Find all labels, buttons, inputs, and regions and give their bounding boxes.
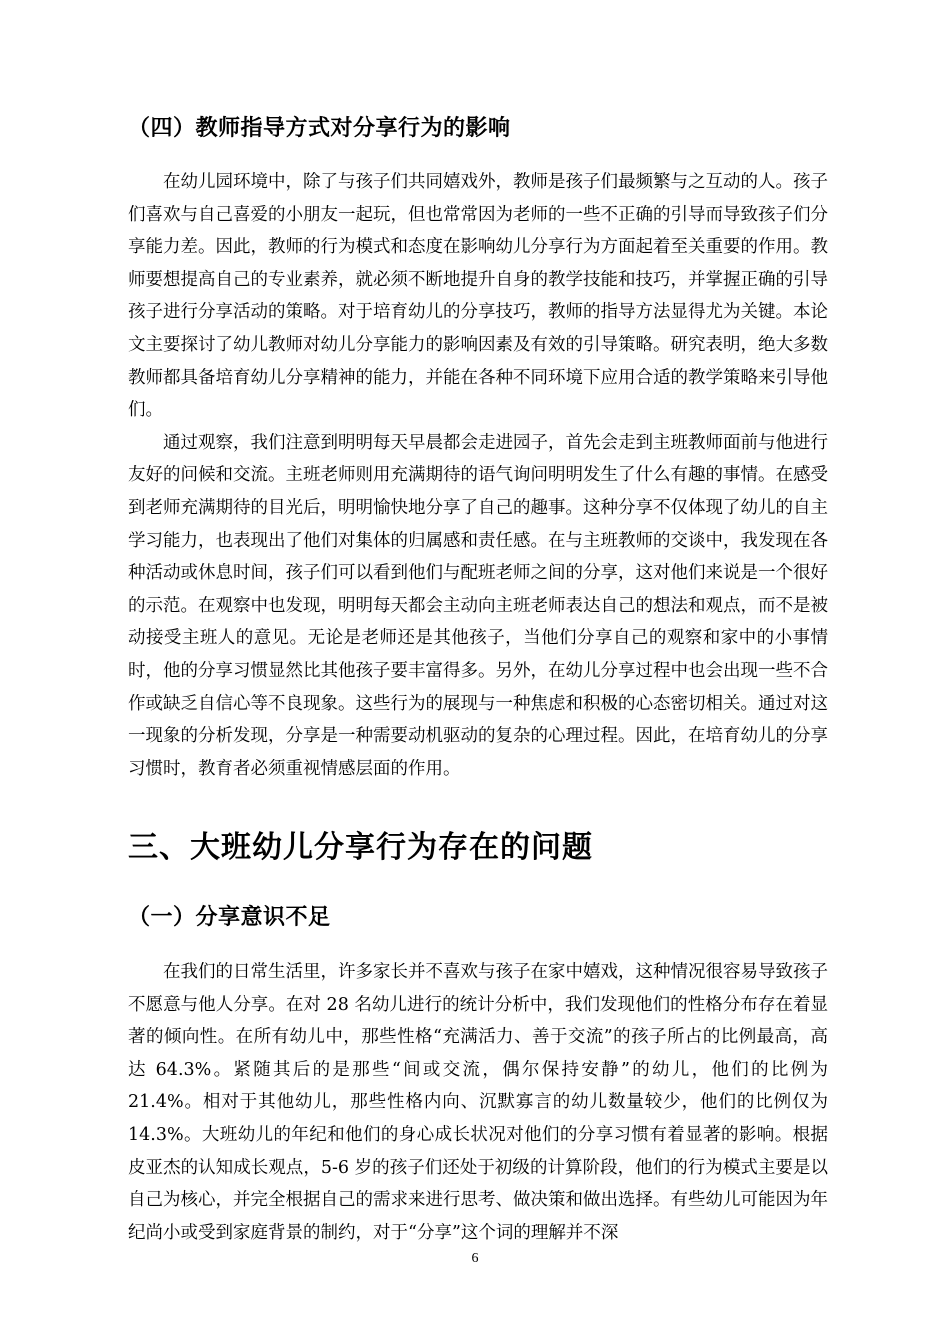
paragraph: 通过观察，我们注意到明明每天早晨都会走进园子，首先会走到主班教师面前与他进行友好的问候和交流。主班老师则用充满期待的语气询问明明发生了什么有趣的事情。在感受到老师充满期待的目光后，明明愉快地分享了自己的趣事。这种分享不仅体现了幼儿的自主学习能力，也表现出了他们对集体的归属感和责任感。在与主班教师的交谈中，我发现在各种活动或休息时间，孩子们可以看到他们与配班老师之间的分享，这对他们来说是一个很好的示范。在观察中也发现，明明每天都会主动向主班老师表达自己的想法和观点，而不是被动接受主班人的意见。无论是老师还是其他孩子，当他们分享自己的观察和家中的小事情时，他的分享习惯显然比其他孩子要丰富得多。另外，在幼儿分享过程中也会出现一些不合作或缺乏自信心等不良现象。这些行为的展现与一种焦虑和积极的心态密切相关。通过对这一现象的分析发现，分享是一种需要动机驱动的复杂的心理过程。因此，在培育幼儿的分享习惯时，教育者必须重视情感层面的作用。 (128, 432, 828, 779)
chapter-heading-problems: 三、大班幼儿分享行为存在的问题 (128, 830, 593, 865)
section-body-sharing-awareness (128, 956, 828, 1249)
paragraph: 在幼儿园环境中，除了与孩子们共同嬉戏外，教师是孩子们最频繁与之互动的人。孩子们喜欢与自己喜爱的小朋友一起玩，但也常常因为老师的一些不正确的引导而导致孩子们分享能力差。因此，教师的行为模式和态度在影响幼儿分享行为方面起着至关重要的作用。教师要想提高自己的专业素养，就必须不断地提升自身的教学技能和技巧，并掌握正确的引导孩子进行分享活动的策略。对于培育幼儿的分享技巧，教师的指导方法显得尤为关键。本论文主要探讨了幼儿教师对幼儿分享能力的影响因素及有效的引导策略。研究表明，绝大多数教师都具备培育幼儿分享精神的能力，并能在各种不同环境下应用合适的教学策略来引导他们。 (128, 172, 828, 421)
section-body-teacher-guidance (128, 166, 828, 785)
section-heading-sharing-awareness: （一）分享意识不足 (128, 905, 331, 930)
paragraph: 在我们的日常生活里，许多家长并不喜欢与孩子在家中嬉戏，这种情况很容易导致孩子不愿意与他人分享。在对 28 名幼儿进行的统计分析中，我们发现他们的性格分布存在着显著的倾向性。在所有幼儿中，那些性格“充满活力、善于交流”的孩子所占的比例最高，高达 64.3%。紧随其后的是那些“间或交流，偶尔保持安静”的幼儿，他们的比例为 21.4%。相对于其他幼儿，那些性格内向、沉默寡言的幼儿数量较少，他们的比例仅为 14.3%。大班幼儿的年纪和他们的身心成长状况对他们的分享习惯有着显著的影响。根据皮亚杰的认知成长观点，5-6 岁的孩子们还处于初级的计算阶段，他们的行为模式主要是以自己为核心，并完全根据自己的需求来进行思考、做决策和做出选择。有些幼儿可能因为年纪尚小或受到家庭背景的制约，对于“分享”这个词的理解并不深 (128, 962, 828, 1243)
page-number: 6 (471, 1251, 479, 1266)
section-heading-teacher-guidance: （四）教师指导方式对分享行为的影响 (128, 116, 511, 141)
